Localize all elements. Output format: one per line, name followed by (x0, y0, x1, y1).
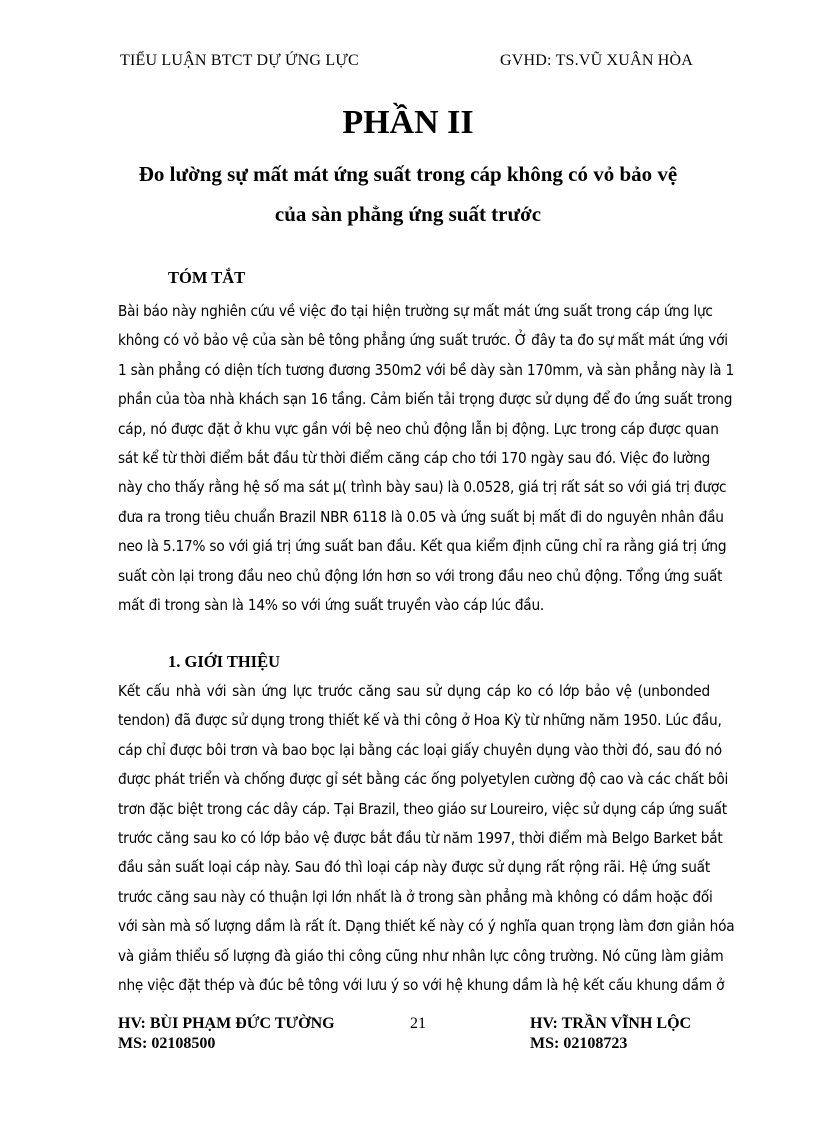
introduction-line: với sàn mà số lượng dầm là rất ít. Dạng thiết kế này có ý nghĩa quan trọng làm đơn giản hóa (118, 917, 735, 936)
abstract-line: neo là 5.17% so với giá trị ứng suất ban đầu. Kết qua kiểm định cũng chỉ ra rằng giá trị ứng (118, 537, 727, 556)
abstract-line: suất còn lại trong đầu neo chủ động lớn hơn so với trong đầu neo chủ động. Tổng ứng suất (118, 566, 723, 585)
footer-student-1-id: MS: 02108500 (118, 1035, 216, 1052)
abstract-line: không có vỏ bảo vệ của sàn bê tông phẳng ứng suất trước. Ở đây ta đo sự mất mát ứng với (118, 331, 728, 350)
introduction-line: đầu sản suất loại cáp này. Sau đó thì loại cáp này được sử dụng rất rộng rãi. Hệ ứng suất (118, 858, 710, 877)
abstract-line: cáp, nó được đặt ở khu vực gần với bệ neo chủ động lẫn bị động. Lực trong cáp được quan (118, 419, 719, 438)
abstract-line: Bài báo này nghiên cứu về việc đo tại hiện trường sự mất mát ứng suất trong cáp ứng lực (118, 302, 713, 320)
abstract-line: 1 sàn phẳng có diện tích tương đương 350m2 với bề dày sàn 170mm, và sàn phẳng này là 1 (118, 360, 734, 379)
introduction-line: và giảm thiểu số lượng đà giáo thi công cũng như nhân lực công trường. Nó cũng làm giảm (118, 946, 724, 965)
abstract-heading: TÓM TẮT (168, 268, 246, 287)
document-title-line-2: của sàn phẳng ứng suất trước (274, 202, 542, 226)
abstract-line: phần của tòa nhà khách sạn 16 tầng. Cảm biến tải trọng được sử dụng để đo ứng suất trong (118, 390, 733, 409)
abstract-line: đưa ra trong tiêu chuẩn Brazil NBR 6118 là 0.05 và ứng suất bị mất đi do nguyên nhân đầu (118, 507, 724, 526)
introduction-paragraph (118, 677, 735, 1000)
part-title: PHẦN II (342, 104, 474, 141)
footer-student-1-name: HV: BÙI PHẠM ĐỨC TƯỜNG (118, 1015, 335, 1032)
introduction-line: trước căng sau ko có lớp bảo vệ được bắt đầu từ năm 1997, thời điểm mà Belgo Barket bắt (118, 828, 723, 847)
abstract-paragraph (118, 297, 734, 620)
abstract-line: sát kể từ thời điểm bắt đầu từ thời điểm căng cáp cho tới 170 ngày sau đó. Việc đo lường (118, 448, 711, 467)
abstract-line: này cho thấy rằng hệ số ma sát μ( trình bày sau) là 0.0528, giá trị rất sát so với giá trị được (118, 478, 727, 497)
document-title-line-1: Đo lường sự mất mát ứng suất trong cáp không có vỏ bảo vệ (138, 162, 678, 186)
footer-student-2-id: MS: 02108723 (530, 1035, 628, 1052)
introduction-line: cáp chỉ được bôi trơn và bao bọc lại bằng các loại giấy chuyên dụng vào thời đó, sau đó nó (118, 740, 722, 759)
abstract-line: mất đi trong sàn là 14% so với ứng suất truyền vào cáp lúc đầu. (118, 595, 545, 614)
page-number: 21 (410, 1015, 426, 1032)
introduction-line: nhẹ việc đặt thép và đúc bê tông với lưu ý so với hệ khung dầm là hệ kết cấu khung dầm ở (118, 975, 725, 994)
footer-student-2-name: HV: TRẦN VĨNH LỘC (530, 1015, 692, 1032)
header-advisor: GVHD: TS.VŨ XUÂN HÒA (500, 52, 694, 69)
introduction-line: được phát triển và chống được gỉ sét bằng các ống polyetylen cường độ cao và các chất bôi (118, 770, 729, 789)
introduction-line: trơn đặc biệt trong các dây cáp. Tại Brazil, theo giáo sư Loureiro, việc sử dụng cáp ứng suất (118, 799, 727, 818)
introduction-line: tendon) đã được sử dụng trong thiết kế và thi công ở Hoa Kỳ từ những năm 1950. Lúc đầu, (118, 711, 722, 730)
header-course-title: TIỂU LUẬN BTCT DỰ ỨNG LỰC (120, 52, 359, 69)
introduction-heading: 1. GIỚI THIỆU (168, 652, 281, 671)
introduction-line: trước căng sau này có thuận lợi lớn nhất là ở trong sàn phẳng mà không có dầm hoặc đối (118, 887, 713, 906)
introduction-line: Kết cấu nhà với sàn ứng lực trước căng sau sử dụng cáp ko có lớp bảo vệ (unbonded (118, 682, 710, 700)
